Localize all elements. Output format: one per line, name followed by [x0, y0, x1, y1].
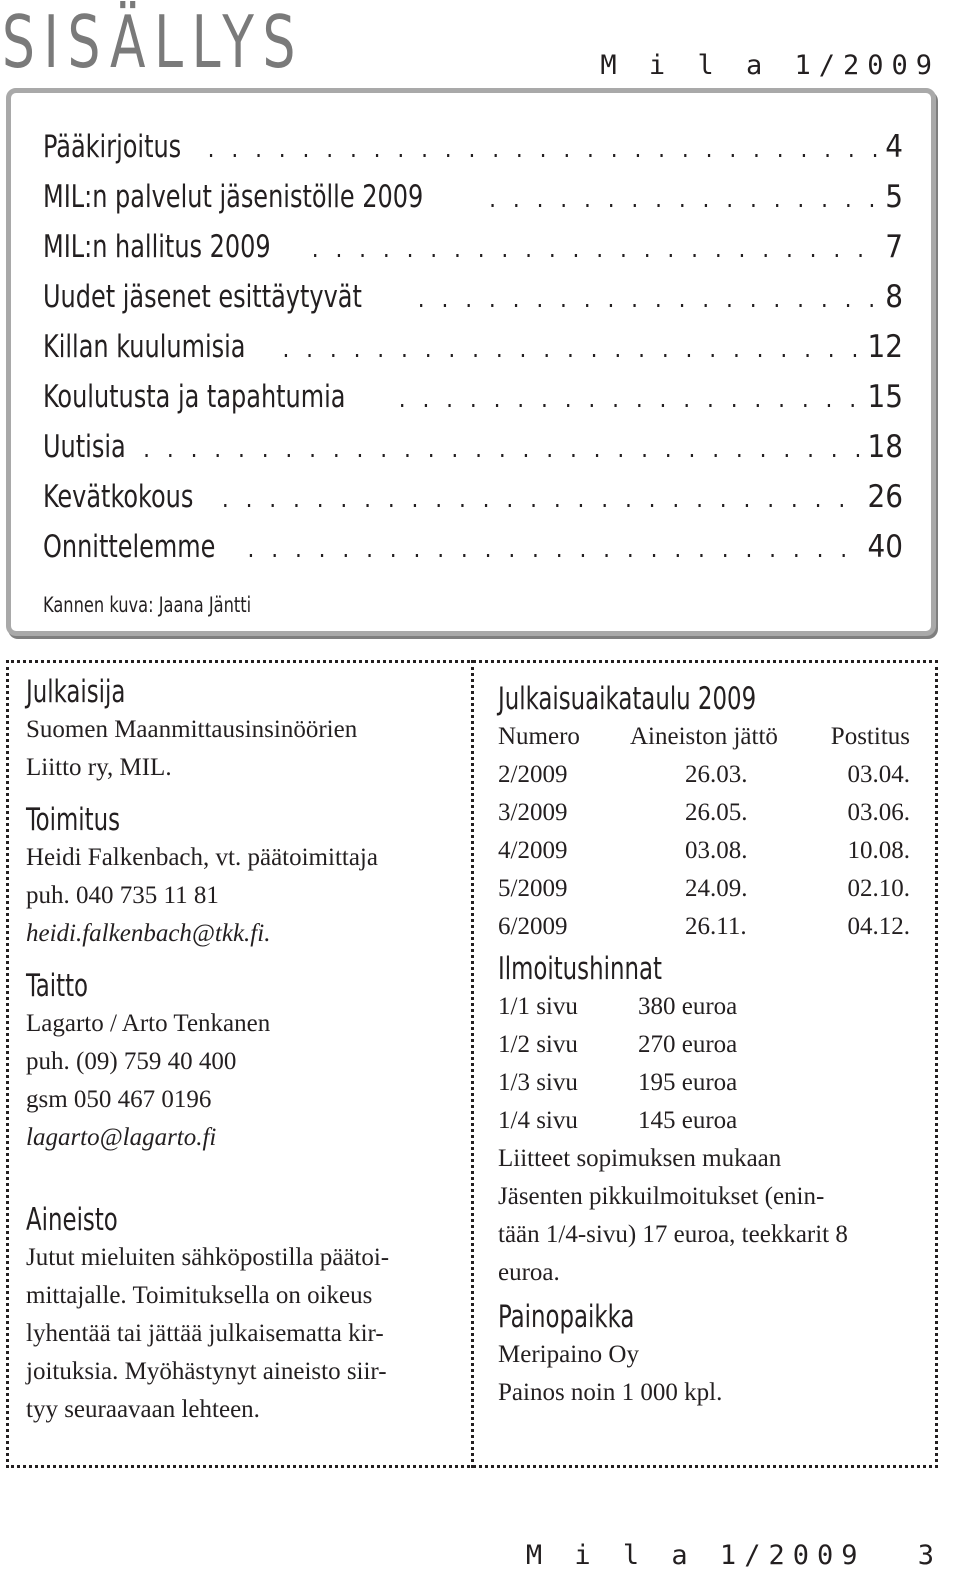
print-line: Painos noin 1 000 kpl.	[498, 1379, 723, 1406]
toc-item-page: 18	[867, 429, 903, 465]
prices-heading: Ilmoitushinnat	[498, 951, 662, 987]
schedule-col-header: Aineiston jättö	[630, 723, 778, 750]
toc-item-label: Killan kuulumisia	[43, 329, 246, 365]
schedule-row	[498, 832, 910, 870]
schedule-cell: 24.09.	[685, 875, 748, 902]
schedule-cell: 3/2009	[498, 799, 568, 826]
schedule-cell: 26.11.	[685, 913, 747, 940]
issue-label-top: M i l a 1/2009	[600, 50, 940, 81]
material-line: joituksia. Myöhästynyt aineisto siir-	[26, 1358, 387, 1385]
schedule-cell: 2/2009	[498, 761, 568, 788]
toc-item-label: Uutisia	[43, 429, 126, 465]
schedule-row	[498, 870, 910, 908]
schedule-cell: 26.05.	[685, 799, 748, 826]
toc-item[interactable]	[43, 529, 903, 579]
footer-issue: M i l a 1/2009	[525, 1540, 866, 1571]
schedule-row	[498, 794, 910, 832]
schedule-row	[498, 908, 910, 946]
price-row	[498, 988, 918, 1026]
prices-note: Liitteet sopimuksen mukaan	[498, 1145, 782, 1172]
editorial-email-link[interactable]: heidi.falkenbach@tkk.fi.	[26, 920, 271, 947]
material-heading: Aineisto	[26, 1202, 118, 1238]
price-size: 1/3 sivu	[498, 1069, 578, 1096]
layout-line: puh. (09) 759 40 400	[26, 1048, 237, 1075]
print-heading: Painopaikka	[498, 1299, 635, 1335]
schedule-cell: 4/2009	[498, 837, 568, 864]
schedule-row	[498, 756, 910, 794]
material-line: tyy seuraavaan lehteen.	[26, 1396, 260, 1423]
toc-item-label: Kevätkokous	[43, 479, 194, 515]
leader-dots	[418, 285, 881, 313]
leader-dots	[399, 385, 864, 413]
material-line: mittajalle. Toimituksella on oikeus	[26, 1282, 373, 1309]
layout-line: Lagarto / Arto Tenkanen	[26, 1010, 271, 1037]
layout-email-link[interactable]: lagarto@lagarto.fi	[26, 1124, 217, 1151]
price-row	[498, 1026, 918, 1064]
publisher-line: Liitto ry, MIL.	[26, 754, 172, 781]
price-value: 270 euroa	[638, 1031, 738, 1058]
price-value: 195 euroa	[638, 1069, 738, 1096]
layout-line: gsm 050 467 0196	[26, 1086, 212, 1113]
leader-dots	[248, 535, 864, 563]
leader-dots	[222, 485, 864, 513]
editorial-line: puh. 040 735 11 81	[26, 882, 219, 909]
toc-item[interactable]	[43, 329, 903, 379]
editorial-line: Heidi Falkenbach, vt. päätoimittaja	[26, 844, 378, 871]
schedule-cell: 26.03.	[685, 761, 748, 788]
prices-note: tään 1/4-sivu) 17 euroa, teekkarit 8	[498, 1221, 848, 1248]
toc-item-label: Koulutusta ja tapahtumia	[43, 379, 346, 415]
toc-item-page: 4	[885, 129, 903, 165]
leader-dots	[208, 135, 882, 163]
page-footer	[526, 1542, 942, 1569]
left-column	[26, 673, 456, 1429]
toc-item[interactable]	[43, 129, 903, 179]
right-column	[498, 680, 918, 1412]
column-divider	[471, 660, 474, 1468]
toc-item-page: 8	[885, 279, 903, 315]
toc-item-page: 26	[867, 479, 903, 515]
material-line: Jutut mieluiten sähköpostilla päätoi-	[26, 1244, 390, 1271]
schedule-table	[498, 718, 910, 946]
schedule-cell: 6/2009	[498, 913, 568, 940]
price-value: 380 euroa	[638, 993, 738, 1020]
editorial-heading: Toimitus	[26, 802, 121, 838]
schedule-cell: 10.08.	[847, 837, 910, 864]
price-size: 1/1 sivu	[498, 993, 578, 1020]
leader-dots	[143, 435, 863, 463]
schedule-cell: 03.06.	[847, 799, 910, 826]
leader-dots	[489, 185, 881, 213]
toc-item-page: 12	[867, 329, 903, 365]
publisher-heading: Julkaisija	[26, 674, 126, 710]
toc-item[interactable]	[43, 179, 903, 229]
page-number: 3	[917, 1540, 942, 1571]
toc-item[interactable]	[43, 429, 903, 479]
schedule-cell: 04.12.	[847, 913, 910, 940]
toc-item-label: Uudet jäsenet esittäytyvät	[43, 279, 362, 315]
price-size: 1/2 sivu	[498, 1031, 578, 1058]
toc-item-label: MIL:n palvelut jäsenistölle 2009	[43, 179, 424, 215]
schedule-cell: 02.10.	[847, 875, 910, 902]
toc-box	[6, 88, 936, 636]
toc-item[interactable]	[43, 279, 903, 329]
toc-item-label: MIL:n hallitus 2009	[43, 229, 271, 265]
toc-item[interactable]	[43, 479, 903, 529]
prices-note: euroa.	[498, 1259, 560, 1286]
leader-dots	[282, 335, 863, 363]
material-line: lyhentää tai jättää julkaisematta kir-	[26, 1320, 384, 1347]
price-row	[498, 1064, 918, 1102]
cover-credit: Kannen kuva: Jaana Jäntti	[43, 593, 252, 617]
price-value: 145 euroa	[638, 1107, 738, 1134]
schedule-header-row	[498, 718, 910, 756]
schedule-cell: 03.08.	[685, 837, 748, 864]
prices-note: Jäsenten pikkuilmoitukset (enin-	[498, 1183, 825, 1210]
toc-list	[43, 129, 903, 579]
toc-item[interactable]	[43, 379, 903, 429]
schedule-col-header: Numero	[498, 723, 580, 750]
toc-item-page: 7	[885, 229, 903, 265]
layout-heading: Taitto	[26, 968, 89, 1004]
toc-item-label: Onnittelemme	[43, 529, 216, 565]
schedule-cell: 03.04.	[847, 761, 910, 788]
toc-item-page: 5	[885, 179, 903, 215]
page-title: SISÄLLYS	[2, 0, 305, 84]
leader-dots	[312, 235, 882, 263]
toc-item-label: Pääkirjoitus	[43, 129, 182, 165]
toc-item-page: 40	[867, 529, 903, 565]
toc-item[interactable]	[43, 229, 903, 279]
price-row	[498, 1102, 918, 1140]
print-line: Meripaino Oy	[498, 1341, 639, 1368]
schedule-cell: 5/2009	[498, 875, 568, 902]
toc-item-page: 15	[867, 379, 903, 415]
publisher-line: Suomen Maanmittausinsinöörien	[26, 716, 358, 743]
price-size: 1/4 sivu	[498, 1107, 578, 1134]
schedule-heading: Julkaisuaikataulu 2009	[498, 681, 757, 717]
schedule-col-header: Postitus	[830, 723, 910, 750]
